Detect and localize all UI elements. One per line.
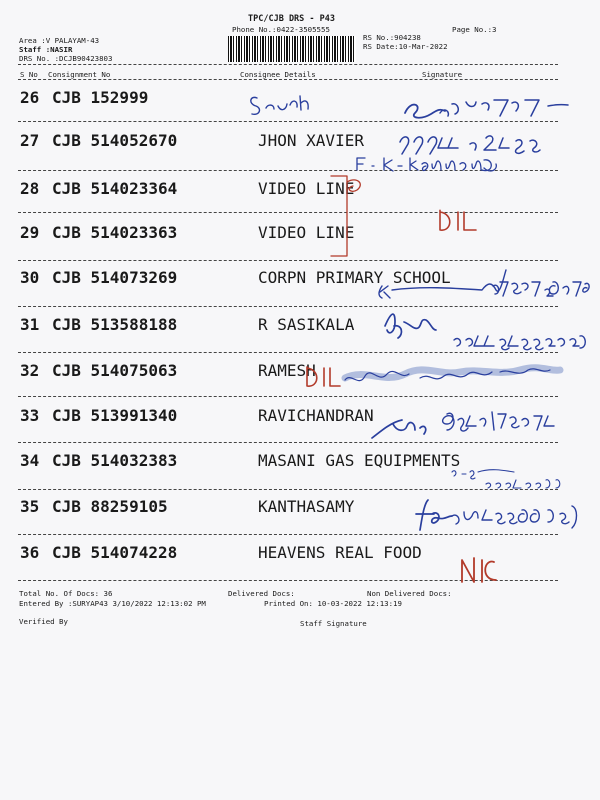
divider: [18, 121, 558, 122]
staff-signature: Staff Signature: [300, 619, 367, 628]
divider: [18, 306, 558, 307]
row-consignment: CJB 513991340: [52, 406, 178, 425]
row-sno: 32: [20, 361, 40, 380]
page-number: Page No.:3: [452, 25, 497, 34]
row-consignee: KANTHASAMY: [258, 497, 355, 516]
row-sno: 26: [20, 88, 40, 107]
entered-by: Entered By :SURYAP43 3/10/2022 12:13:02 PM: [19, 599, 206, 608]
divider: [18, 489, 558, 490]
column-header-consignee: Consignee Details: [240, 70, 316, 79]
verified-by: Verified By: [19, 617, 68, 626]
row-sno: 29: [20, 223, 40, 242]
total-docs: Total No. Of Docs: 36: [19, 589, 113, 598]
area-label: Area :V PALAYAM-43: [19, 36, 100, 45]
row-consignment: CJB 88259105: [52, 497, 168, 516]
divider: [18, 64, 558, 65]
row-sno: 34: [20, 451, 40, 470]
row-consignment: CJB 514075063: [52, 361, 178, 380]
divider: [18, 442, 558, 443]
divider: [18, 580, 558, 581]
divider: [18, 260, 558, 261]
divider: [18, 352, 558, 353]
row-consignee: R SASIKALA: [258, 315, 355, 334]
divider: [18, 212, 558, 213]
row-consignment: CJB 514023363: [52, 223, 178, 242]
table-row: [0, 406, 600, 452]
table-row: [0, 88, 600, 134]
row-consignment: CJB 514032383: [52, 451, 178, 470]
row-consignment: CJB 513588188: [52, 315, 178, 334]
delivered-docs: Delivered Docs:: [228, 589, 295, 598]
staff-label: Staff :NASIR: [19, 45, 73, 54]
column-header-sno: S No: [20, 70, 38, 79]
rs-number: RS No.:904238: [363, 33, 421, 42]
rs-date: RS Date:10-Mar-2022: [363, 42, 448, 51]
divider: [18, 79, 558, 80]
row-consignee: CORPN PRIMARY SCHOOL: [258, 268, 451, 287]
document-title: TPC/CJB DRS - P43: [248, 14, 335, 24]
row-consignment: CJB 514023364: [52, 179, 178, 198]
table-row: [0, 497, 600, 543]
row-consignee: HEAVENS REAL FOOD: [258, 543, 422, 562]
drs-number: DRS No. :DCJB90423803: [19, 54, 113, 63]
row-consignment: CJB 514074228: [52, 543, 178, 562]
row-sno: 28: [20, 179, 40, 198]
non-delivered-docs: Non Delivered Docs:: [367, 589, 452, 598]
table-row: [0, 361, 600, 407]
row-consignment: CJB 152999: [52, 88, 149, 107]
divider: [18, 396, 558, 397]
divider: [18, 534, 558, 535]
row-consignment: CJB 514073269: [52, 268, 178, 287]
table-row: [0, 451, 600, 497]
table-row: [0, 179, 600, 225]
row-consignee: MASANI GAS EQUIPMENTS: [258, 451, 461, 470]
row-sno: 36: [20, 543, 40, 562]
barcode-icon: [228, 36, 356, 62]
printed-on: Printed On: 10-03-2022 12:13:19: [264, 599, 402, 608]
table-row: [0, 268, 600, 314]
divider: [18, 170, 558, 171]
row-consignee: VIDEO LINE: [258, 179, 355, 198]
table-row: [0, 315, 600, 361]
row-sno: 31: [20, 315, 40, 334]
row-sno: 30: [20, 268, 40, 287]
row-consignee: JHON XAVIER: [258, 131, 364, 150]
row-sno: 35: [20, 497, 40, 516]
row-sno: 27: [20, 131, 40, 150]
table-row: [0, 223, 600, 269]
row-consignee: RAMESH: [258, 361, 316, 380]
table-row: [0, 543, 600, 589]
phone-number: Phone No.:0422-3505555: [232, 25, 330, 34]
row-consignee: VIDEO LINE: [258, 223, 355, 242]
row-consignee: RAVICHANDRAN: [258, 406, 374, 425]
row-consignment: CJB 514052670: [52, 131, 178, 150]
column-header-signature: Signature: [422, 70, 463, 79]
column-header-consignment: Consignment No: [48, 70, 111, 79]
row-sno: 33: [20, 406, 40, 425]
